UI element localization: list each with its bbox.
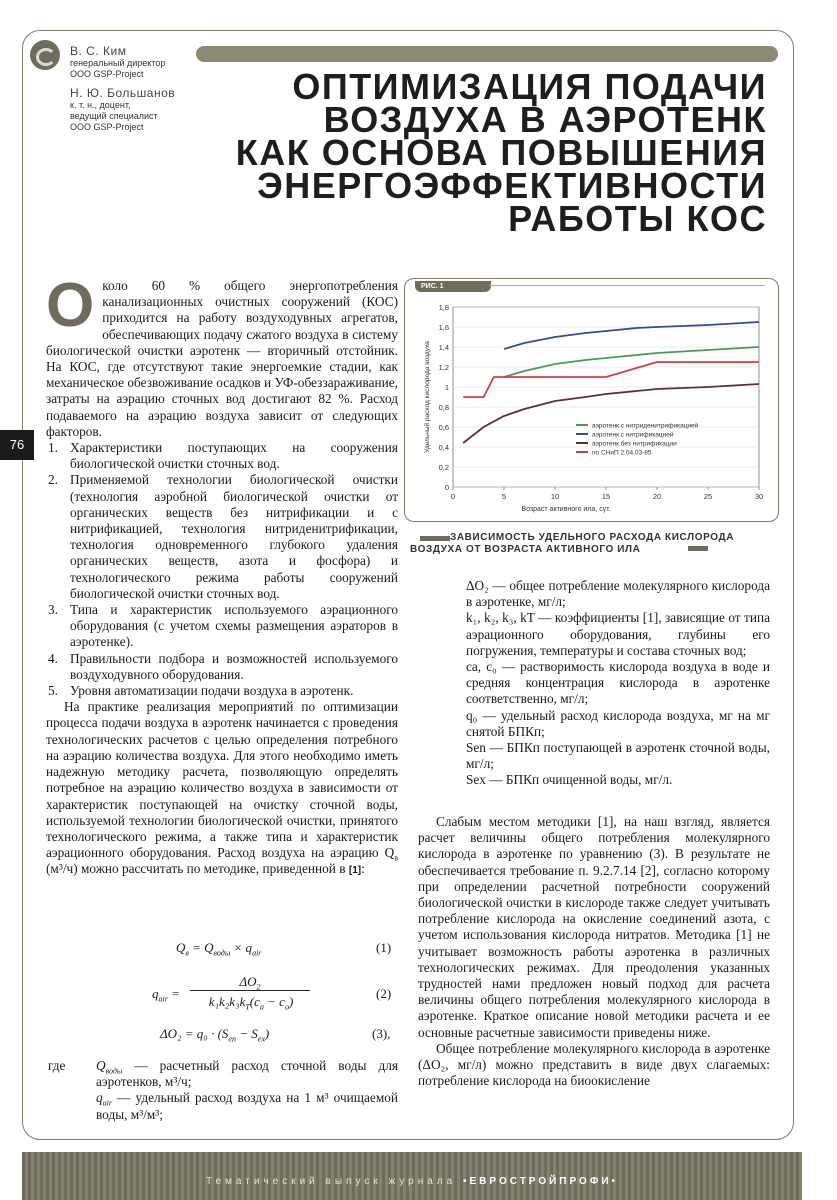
equation-3: $\Delta O_2 = q_0 \cdot (S_{en} - S_{ex})$ (160, 1026, 270, 1044)
y-tick-label: 0,2 (438, 463, 449, 472)
figure-tag: РИС. 1 (415, 281, 491, 292)
author-role: ведущий специалист (70, 111, 158, 121)
legend-label: аэротенк с нитриденитрификацией (592, 422, 699, 430)
right-column (466, 578, 770, 789)
y-tick-label: 1 (444, 383, 449, 392)
list-item: 5. Уровня автоматизации подачи воздуха в аэротенк. (48, 683, 354, 699)
author-role: к. т. н., доцент, (70, 100, 131, 110)
title-line: РАБОТЫ КОС (508, 198, 767, 239)
figure-caption: ЗАВИСИМОСТЬ УДЕЛЬНОГО РАСХОДА КИСЛОРОДА ВОЗДУХА ОТ ВОЗРАСТА АКТИВНОГО ИЛА (410, 532, 735, 555)
y-tick-label: 1,4 (438, 343, 449, 352)
legend-label: по СНиП 2.04.03-85 (592, 449, 652, 457)
definition-item: Sen — БПКп поступающей в аэротенк сточной воды, мг/л; (466, 740, 770, 772)
article-title (207, 66, 767, 239)
title-line: ВОЗДУХА В АЭРОТЕНК (323, 99, 767, 140)
equation-2-denominator: $k_1k_2k_3k_T(c_a - c_o)$ (208, 994, 294, 1012)
logo-icon (30, 40, 60, 70)
list-item: 4. Правильности подбора и возможностей используемого воздуходувного оборудования. (48, 650, 398, 682)
x-tick-label: 15 (601, 492, 611, 501)
x-tick-label: 5 (501, 492, 507, 501)
title-line: ЭНЕРГОЭФФЕКТИВНОСТИ (257, 165, 767, 206)
authors-block (70, 44, 175, 133)
equation-1: $Q_в = Q_{воды} \times q_{air}$ (176, 940, 262, 958)
method-paragraph: На практике реализация мероприятий по оптимизации процесса подачи воздуха в аэротенк начинается с проведения технологических расчетов с целью определения потребного на аэрацию количества воздуха. Для этого необходимо иметь надежную методику расчета, позволяющую определять потребное на аэрацию количество воздуха в зависимости от характеристик поступающей на очистку сточной воды, используемой технологии биологической очистки, принятого технологического режима, а также типа и характеристик аэрационного оборудования. Расход воздуха на аэрацию $Q_в$ (м³/ч) можно рассчитать по методике, приведенной в [1]: (46, 699, 398, 877)
header-bar (196, 46, 778, 62)
list-item: 1. Характеристики поступающих на сооружения биологической очистки сточных вод. (48, 440, 398, 472)
drop-cap: О (46, 271, 95, 340)
x-tick-label: 0 (450, 492, 456, 501)
x-tick-label: 30 (754, 492, 764, 501)
definition-item: $q_{air}$ — удельный расход воздуха на 1 м³ очищаемой воды, м³/м³; (96, 1090, 398, 1122)
equation-2-lhs: $q_{air}$ = (152, 986, 180, 1004)
paragraph: Слабым местом методики [1], на наш взгляд, является расчет величины общего потребления молекулярного кислорода в аэротенке по уравнению (3). В результате не обеспечивается требование п. 9.2.7.14 [2], согласно которому при определении расчетной потребности сооружений биологической очистки в кислороде также следует учитывать потребление кислорода на окисление соединений азота, с учетом использования кислорода нитратов. Методика [1] не учитывает возможность работы аэротенка в различных технологических режимах. Для преодоления указанных трудностей нами предложен новый подход для расчета величины общего потребления молекулярного кислорода в аэротенке. Краткое описание новой методики расчета и ее основные расчетные зависимости приведены ниже. (418, 814, 770, 1040)
definition-item: q₀ — удельный расход кислорода воздуха, мг на мг снятой БПКп; (466, 707, 770, 739)
y-tick-label: 1,8 (438, 303, 449, 312)
x-tick-label: 20 (652, 492, 662, 501)
footer-brand: •ЕВРОСТРОЙПРОФИ• (463, 1176, 619, 1187)
chart (405, 279, 778, 521)
definition-item: ΔO₂ — общее потребление молекулярного кислорода в аэротенке, мг/л; (466, 578, 770, 610)
title-line: КАК ОСНОВА ПОВЫШЕНИЯ (235, 132, 767, 173)
equation-number: (3), (372, 1026, 391, 1041)
y-tick-label: 0 (444, 483, 449, 492)
y-tick-label: 0,8 (438, 403, 449, 412)
intro-paragraph: Около 60 % общего энергопотребления канализационных очистных сооружений (КОС) приходится на работу воздуходувных агрегатов, обеспечивающих подачу сжатого воздуха в систему биологической очистки аэротенк — вторичный отстойник. На КОС, где отсутствуют такие энергоемкие стадии, как механическое обезвоживание осадков и УФ-обеззараживание, затраты на аэрацию сточных вод достигают 82 %. Расход подаваемого на аэрацию воздуха зависит от следующих факторов. (46, 271, 398, 439)
x-axis-label: Возраст активного ила, сут. (521, 506, 611, 513)
equation-number: (1) (376, 940, 392, 955)
x-tick-label: 10 (550, 492, 560, 501)
list-item: 3. Типа и характеристик используемого аэрационного оборудования (с учетом схемы размещения аэраторов в аэротенке). (48, 602, 398, 650)
definition-item: $Q_{воды}$ — расчетный расход сточной воды для аэротенков, м³/ч; (96, 1058, 398, 1090)
y-tick-label: 0,4 (438, 443, 449, 452)
factors-list (46, 440, 398, 699)
equation-number: (2) (376, 986, 392, 1001)
page-number: 76 (0, 430, 34, 460)
author-name: Н. Ю. Большанов (70, 86, 176, 100)
footer (22, 1152, 802, 1200)
right-column-body (418, 814, 770, 1089)
footer-text: Тематический выпуск журнала •ЕВРОСТРОЙПРОФИ• (205, 1176, 619, 1187)
y-tick-label: 1,2 (438, 363, 449, 372)
definition-item: k₁, k₂, k₃, kT — коэффициенты [1], зависящие от типа аэрационного оборудования, глубины его погружения, температуры и состава сточных вод; (466, 610, 770, 658)
x-tick-label: 25 (703, 492, 713, 501)
author-name: В. С. Ким (70, 44, 127, 58)
figure-panel (404, 278, 779, 522)
author-role: генеральный директор (70, 58, 166, 68)
legend-label: аэротенк с нитрификацией (592, 431, 674, 439)
y-tick-label: 0,6 (438, 423, 449, 432)
paragraph: Общее потребление молекулярного кислорода в аэротенке (ΔO₂, мг/л) можно представить в виде двух слагаемых: потребление кислорода на биоокисление (418, 1040, 770, 1089)
author-org: ООО GSP-Project (70, 122, 144, 132)
y-tick-label: 1,6 (438, 323, 449, 332)
definitions-left: где $Q_{воды}$ — расчетный расход сточной воды для аэротенков, м³/ч; $q_{air}$ — удельный расход воздуха на 1 м³ очищаемой воды, м³/м³; (48, 1058, 398, 1122)
author-org: ООО GSP-Project (70, 69, 144, 79)
plot-area (453, 307, 759, 487)
title-line: ОПТИМИЗАЦИЯ ПОДАЧИ (292, 66, 767, 107)
definition-item: cа, c₀ — растворимость кислорода воздуха в воде и средняя концентрация кислорода в аэротенке соответственно, мг/л; (466, 659, 770, 707)
caption-bar (688, 546, 708, 551)
equation-2-numerator: $\Delta O_2$ (190, 974, 310, 991)
y-axis-label: Удельный расход кислорода воздуха (424, 341, 431, 453)
left-column (46, 271, 398, 880)
list-item: 2. Применяемой технологии биологической очистки (технология аэробной биологической очистки от органических веществ без нитрификации и с нитрификацией, технология нитриденитрификации, технология одновременного глубокого удаления органических веществ, азота и фосфора) и технологического режима работы сооружений биологической очистки сточных вод. (48, 472, 398, 601)
definition-item: Sex — БПКп очищенной воды, мг/л. (466, 772, 673, 788)
legend-label: аэротенк без нитрификации (592, 440, 677, 448)
